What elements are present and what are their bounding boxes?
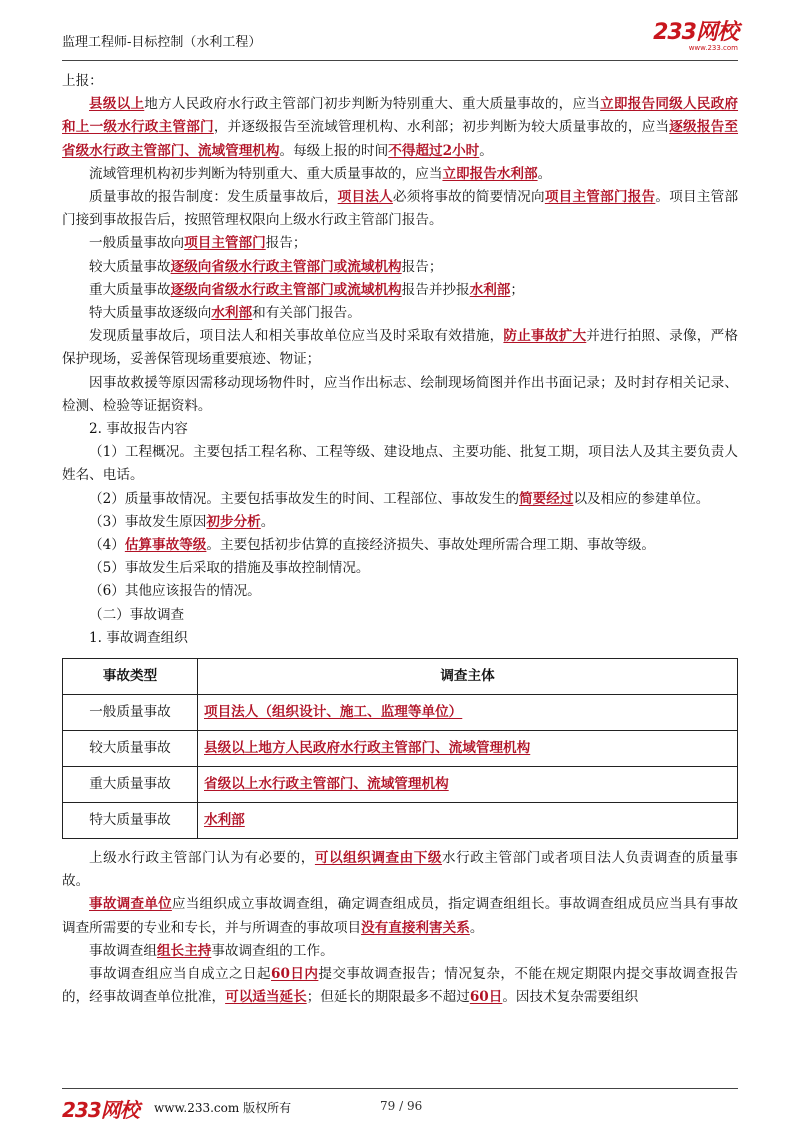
section-heading: 1. 事故调查组织: [89, 629, 188, 646]
investigation-table: [62, 658, 738, 839]
copyright-text: www.233.com 版权所有: [154, 1101, 292, 1115]
paragraph: 流域管理机构初步判断为特别重大、重大质量事故的，应当立即报告水利部。: [89, 165, 552, 182]
paragraph: 特大质量事故逐级向水利部和有关部门报告。: [89, 305, 361, 322]
logo-url: www.233.com: [688, 44, 738, 52]
document-body: [62, 70, 738, 1010]
table-cell: 项目法人（组织设计、施工、监理等单位）: [198, 695, 738, 731]
paragraph: 发现质量事故后，项目法人和相关事故单位应当及时采取有效措施，防止事故扩大并进行拍照、录像，严格保护现场，妥善保管现场重要痕迹、物证；: [62, 328, 739, 368]
table-cell: 水利部: [198, 803, 738, 839]
logo-text: 233网校: [653, 20, 738, 45]
paragraph: （6）其他应该报告的情况。: [89, 583, 261, 600]
table-row: [63, 731, 738, 767]
footer-divider: [62, 1088, 738, 1089]
table-cell: 特大质量事故: [63, 803, 198, 839]
paragraph: 事故调查单位应当组织成立事故调查组，确定调查组成员，指定调查组组长。事故调查组成员应当具有事故调查所需要的专业和专长，并与所调查的事故项目没有直接利害关系。: [62, 896, 739, 936]
page-header: [62, 18, 738, 62]
table-row: [63, 695, 738, 731]
paragraph: （4）估算事故等级。主要包括初步估算的直接经济损失、事故处理所需合理工期、事故等级。: [89, 537, 655, 554]
page-footer: [62, 1088, 738, 1122]
table-cell: 一般质量事故: [63, 695, 198, 731]
paragraph: （3）事故发生原因初步分析。: [89, 513, 275, 530]
paragraph: （1）工程概况。主要包括工程名称、工程等级、建设地点、主要功能、批复工期，项目法人及其主要负责人姓名、电话。: [62, 444, 738, 484]
paragraph: 重大质量事故逐级向省级水行政主管部门或流域机构报告并抄报水利部；: [89, 281, 524, 298]
paragraph: 因事故救援等原因需移动现场物件时，应当作出标志、绘制现场简图并作出书面记录；及时封存相关记录、检测、检验等证据资料。: [62, 374, 738, 414]
footer-logo: 233网校: [62, 1098, 139, 1122]
paragraph: 上级水行政主管部门认为有必要的，可以组织调查由下级水行政主管部门或者项目法人负责调查的质量事故。: [62, 850, 739, 890]
paragraph: 较大质量事故逐级向省级水行政主管部门或流域机构报告；: [89, 258, 443, 275]
table-cell: 较大质量事故: [63, 731, 198, 767]
table-header-row: [63, 659, 738, 695]
table-row: [63, 767, 738, 803]
section-heading: （二）事故调查: [89, 606, 185, 623]
header-divider: [62, 60, 738, 61]
paragraph: 事故调查组应当自成立之日起60日内提交事故调查报告；情况复杂，不能在规定期限内提交事故调查报告的，经事故调查单位批准，可以适当延长；但延长的期限最多不超过60日。因技术复杂需要组织: [62, 966, 739, 1006]
page-number: 79 / 96: [380, 1099, 423, 1113]
table-cell: 县级以上地方人民政府水行政主管部门、流域管理机构: [198, 731, 738, 767]
document-title: 监理工程师-目标控制（水利工程）: [62, 35, 262, 50]
paragraph: 县级以上地方人民政府水行政主管部门初步判断为特别重大、重大质量事故的，应当立即报告同级人民政府和上一级水行政主管部门，并逐级报告至流域管理机构、水利部；初步判断为较大质量事故的，应当逐级报告至省级水行政主管部门、流域管理机构。每级上报的时间不得超过2小时。: [62, 96, 739, 159]
paragraph: （2）质量事故情况。主要包括事故发生的时间、工程部位、事故发生的简要经过以及相应的参建单位。: [89, 490, 710, 507]
table-header-cell: 调查主体: [198, 659, 738, 695]
table-cell: 重大质量事故: [63, 767, 198, 803]
table-cell: 省级以上水行政主管部门、流域管理机构: [198, 767, 738, 803]
brand-logo: [653, 22, 738, 52]
paragraph: （5）事故发生后采取的措施及事故控制情况。: [89, 560, 370, 577]
paragraph: 事故调查组组长主持事故调查组的工作。: [89, 942, 334, 959]
table-row: [63, 803, 738, 839]
paragraph: 一般质量事故向项目主管部门报告；: [89, 235, 307, 252]
section-heading: 2. 事故报告内容: [89, 421, 188, 438]
paragraph: 质量事故的报告制度：发生质量事故后，项目法人必须将事故的简要情况向项目主管部门报告。项目主管部门接到事故报告后，按照管理权限向上级水行政主管部门报告。: [62, 189, 739, 229]
table-header-cell: 事故类型: [63, 659, 198, 695]
paragraph: 上报：: [62, 73, 103, 89]
